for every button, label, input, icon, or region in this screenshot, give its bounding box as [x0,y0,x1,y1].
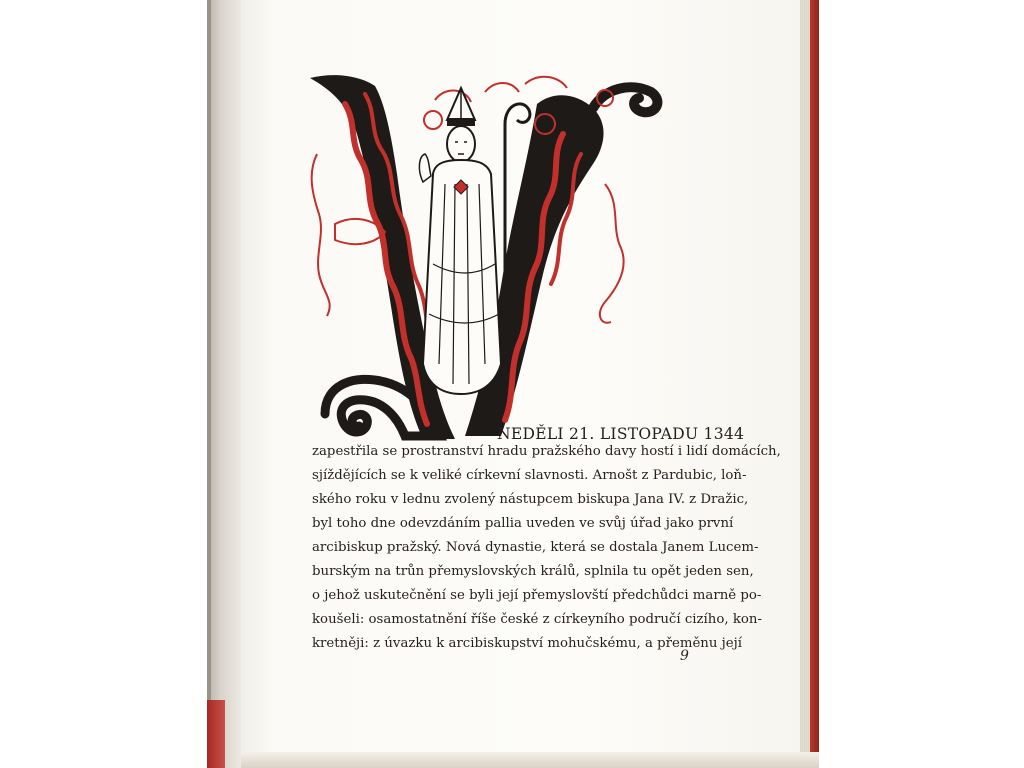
text-line: burským na trůn přemyslovských králů, splnila tu opět jeden sen, [312,564,754,579]
cover-corner [207,700,225,768]
book-gutter-edge [207,0,211,768]
page-stack-edge [800,0,810,768]
text-line: kretněji: z úvazku k arcibiskupství mohučskému, a přeměnu její [312,636,743,651]
book-gutter [207,0,241,768]
text-line: o jehož uskutečnění se byli její přemyslovští předchůdci marně po- [312,588,762,603]
decorated-initial-v [305,64,665,452]
text-line: koušeli: osamostatnění říše české z církeyního područí cizího, kon- [312,612,762,627]
initial-red-rosette-3 [424,111,442,129]
opening-words: NEDĚLI 21. LISTOPADU 1344 [497,425,745,443]
cover-edge [810,0,819,768]
text-line: ského roku v lednu zvolený nástupcem biskupa Jana IV. z Dražic, [312,492,749,507]
initial-red-ornament-right [600,184,624,323]
page-bottom-edge [241,752,819,768]
text-line: arcibiskup pražský. Nová dynastie, která se dostala Janem Lucem- [312,540,759,555]
text-line: zapestřila se prostranství hradu pražského davy hostí i lidí domácích, [312,444,781,459]
page-number: 9 [680,648,689,664]
text-line: byl toho dne odevzdáním pallia uveden ve svůj úřad jako první [312,516,734,531]
text-line: sjíždějících se k veliké církevní slavnosti. Arnošt z Pardubic, loň- [312,468,747,483]
initial-red-ornament-left [312,154,330,316]
